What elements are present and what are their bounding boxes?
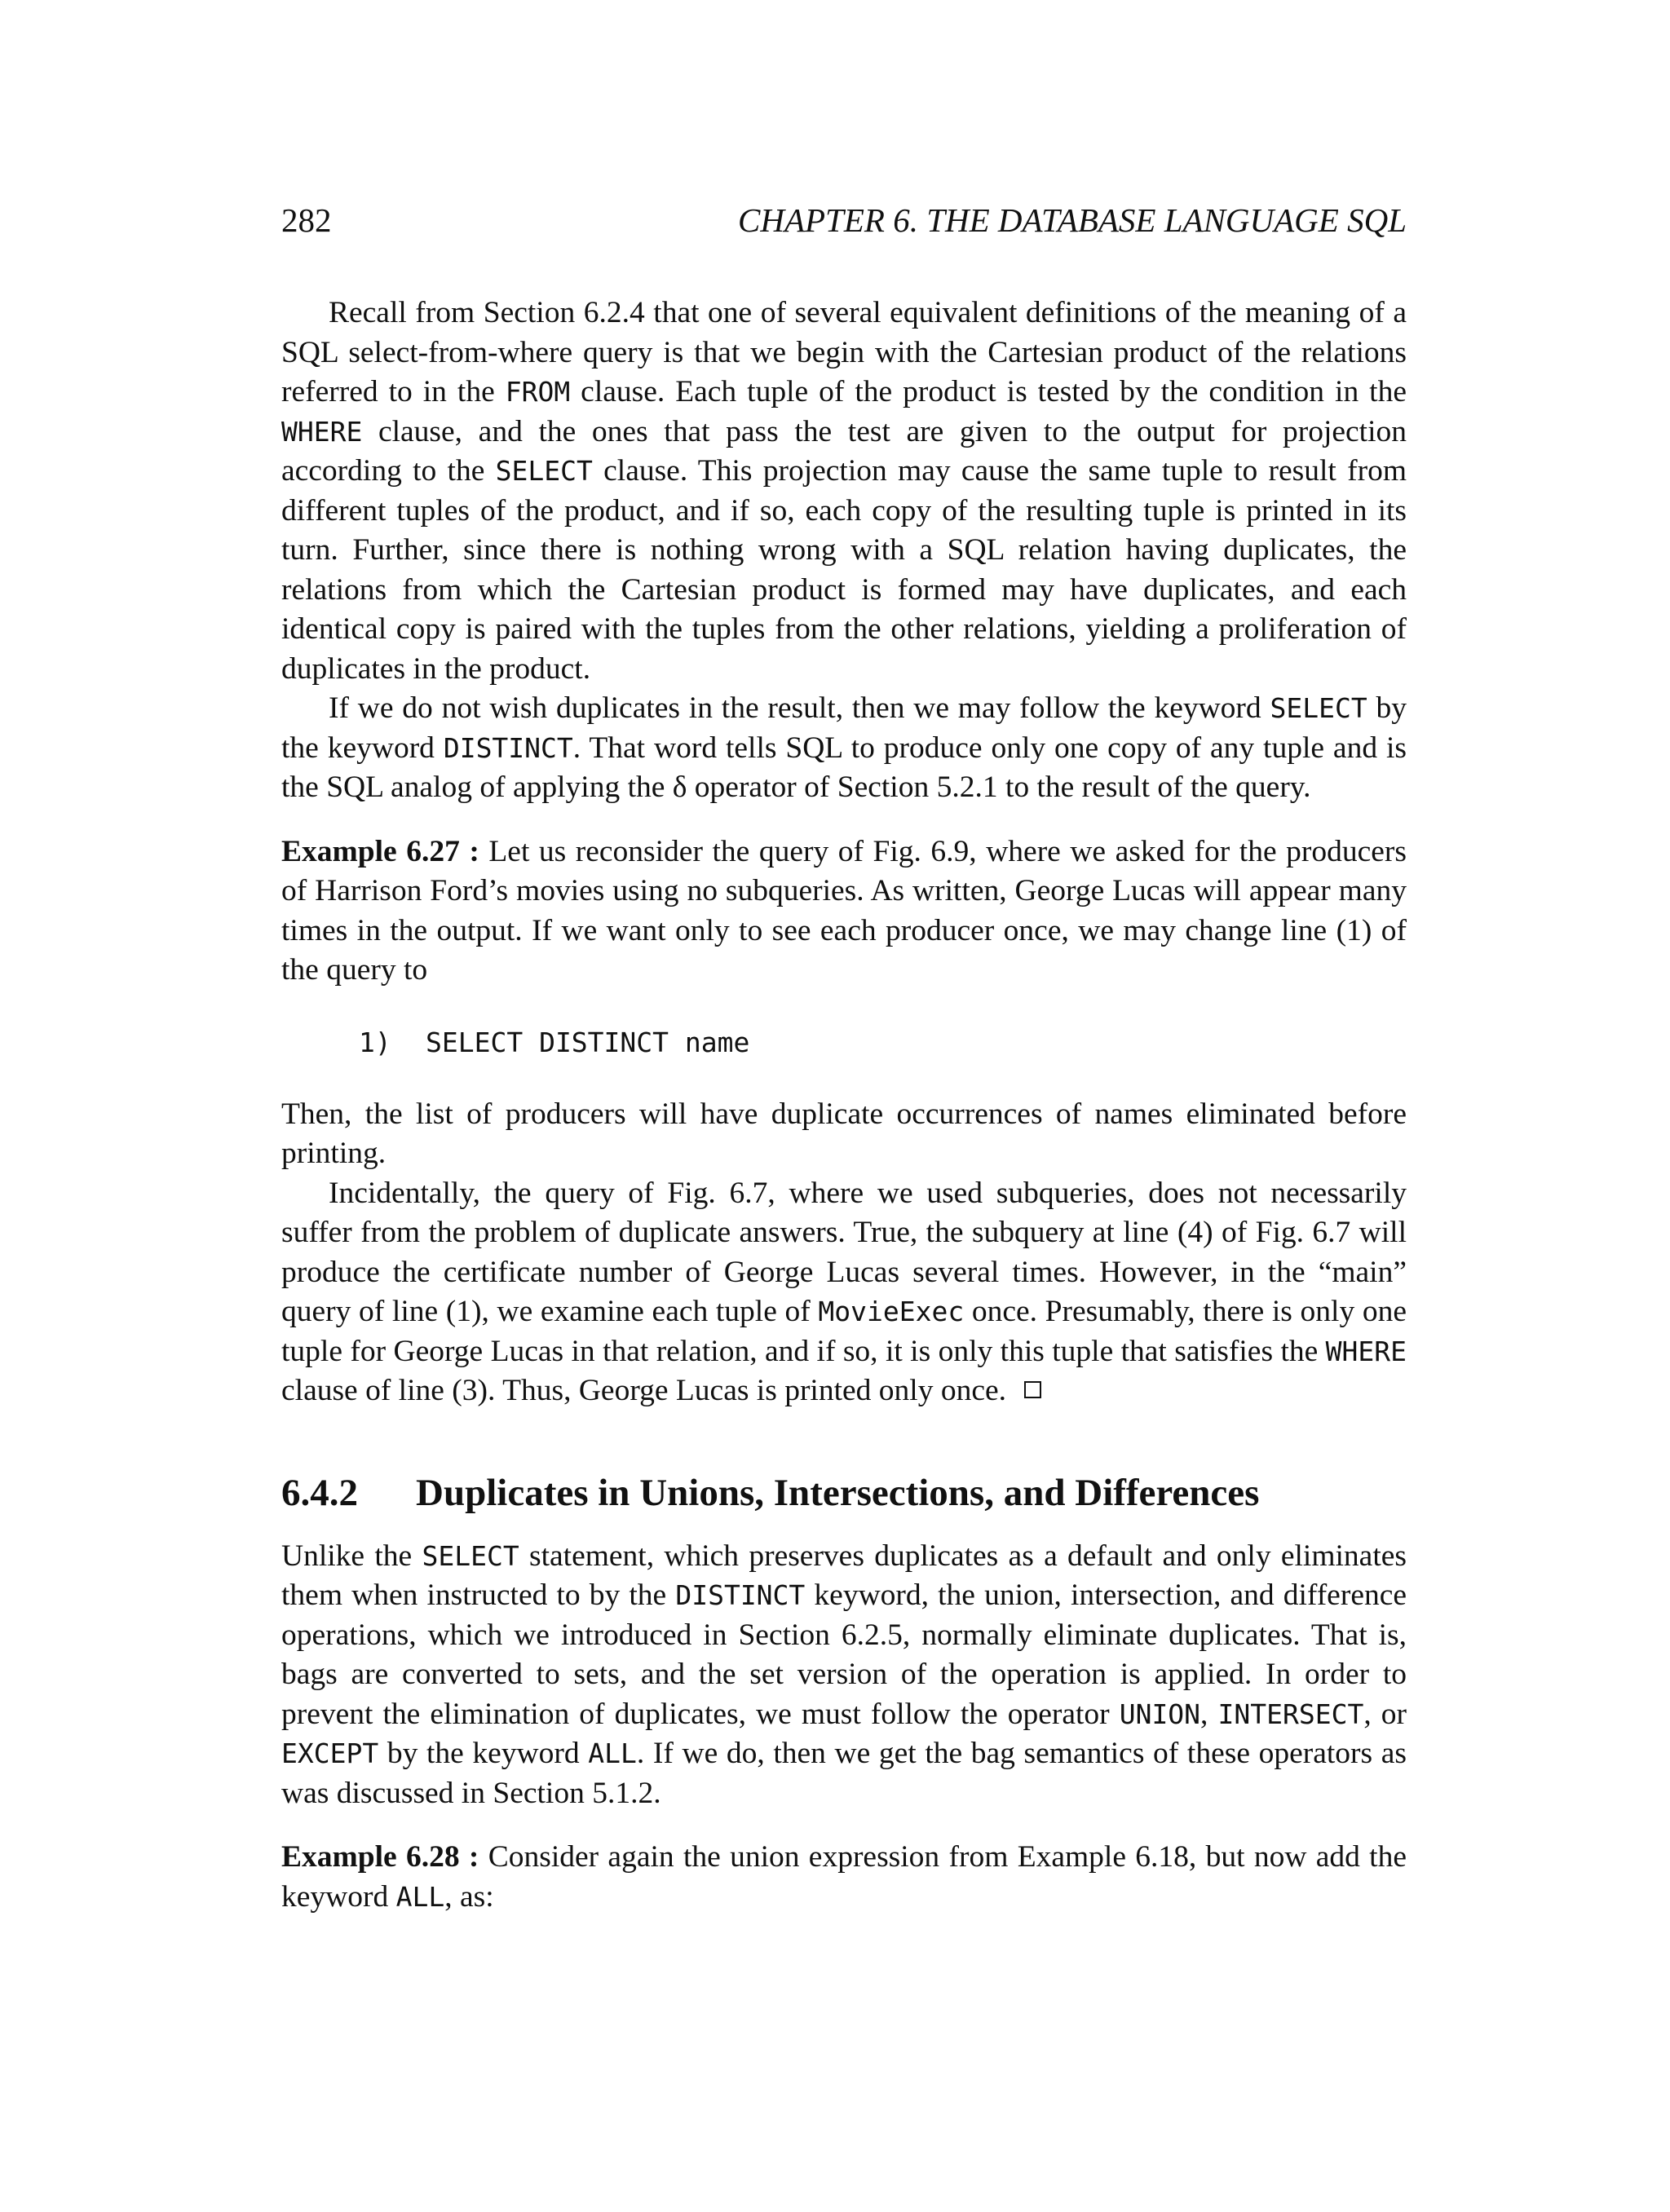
section-title: Duplicates in Unions, Intersections, and Differences <box>416 1471 1260 1514</box>
text-run: If we do not wish duplicates in the result, then we may follow the keyword <box>329 691 1270 725</box>
sql-keyword-all: ALL <box>395 1880 445 1913</box>
body-text <box>281 294 1407 1917</box>
example-6-27 <box>281 832 1407 991</box>
text-run: by the keyword <box>378 1737 589 1770</box>
paragraph-recall <box>281 294 1407 689</box>
sql-keyword-where: WHERE <box>281 415 363 448</box>
section-number: 6.4.2 <box>281 1471 358 1514</box>
paragraph-incidentally <box>281 1174 1407 1411</box>
sql-keyword-distinct: DISTINCT <box>675 1579 806 1611</box>
text-run: clause. This projection may cause the same tuple to result from different tuples of the product, and if so, each copy of the resulting tuple is printed in its turn. Further, since there is nothing wrong with a SQL relation having duplicates, the relations from which the Cartesian product is formed may have duplicates, and each identical copy is paired with the tuples from the other relations, yielding a proliferation of duplicates in the product. <box>281 454 1407 686</box>
sql-keyword-select: SELECT <box>422 1539 519 1572</box>
text-run: statement, which preserves duplicates as a default and only eliminates them when instructed to by the <box>281 1539 1407 1612</box>
sql-keyword-from: FROM <box>505 376 571 408</box>
sql-keyword-distinct: DISTINCT <box>443 731 573 764</box>
text-run: clause. Each tuple of the product is tested by the condition in the <box>570 375 1407 408</box>
sql-keyword-select: SELECT <box>1270 692 1367 724</box>
text-run: clause, and the ones that pass the test are given to the output for projection according to the <box>281 414 1407 488</box>
text-run: , as: <box>444 1879 494 1914</box>
paragraph-then <box>281 1095 1407 1174</box>
page-number: 282 <box>281 201 332 239</box>
text-run: Incidentally, the query of Fig. 6.7, where we used subqueries, does not necessarily suffer from the problem of duplicate answers. True, the subquery at line (4) of Fig. 6.7 will produce the certificate number of George Lucas several times. However, in the “main” query of line (1), we examine each tuple of <box>281 1176 1407 1328</box>
sql-keyword-all: ALL <box>588 1737 637 1769</box>
text-run: Unlike the <box>281 1539 422 1573</box>
code-listing <box>359 1023 1407 1062</box>
paragraph-distinct <box>281 689 1407 808</box>
relation-name-movieexec: MovieExec <box>818 1296 965 1327</box>
paragraph-unlike <box>281 1537 1407 1814</box>
text-run: Let us reconsider the query of Fig. 6.9, where we asked for the producers of Harrison Ford’s movies using no subqueries. As written, George Lucas will appear many times in the output. If we want only to see each producer once, we may change line (1) of the query to <box>281 834 1407 987</box>
example-label: Example 6.28 : <box>281 1840 479 1874</box>
text-run: . If we do, then we get the bag semantics of these operators as was discussed in Section 5.1.2. <box>281 1737 1407 1810</box>
sql-keyword-select: SELECT <box>495 455 593 487</box>
text-run: clause of line (3). Thus, George Lucas is printed only once. <box>281 1374 1006 1407</box>
sql-keyword-except: EXCEPT <box>281 1737 379 1769</box>
code-statement: SELECT DISTINCT name <box>426 1026 750 1058</box>
example-label: Example 6.27 : <box>281 834 479 868</box>
sql-keyword-where: WHERE <box>1325 1335 1407 1367</box>
text-run: by the keyword <box>281 691 1407 765</box>
end-of-example-icon <box>1024 1381 1041 1398</box>
running-header <box>281 196 1407 245</box>
chapter-title: CHAPTER 6. THE DATABASE LANGUAGE SQL <box>738 201 1407 239</box>
section-heading <box>281 1468 1407 1517</box>
sql-keyword-union: UNION <box>1119 1698 1201 1730</box>
text-run: , or <box>1363 1697 1407 1731</box>
text-run: once. Presumably, there is only one tuple for George Lucas in that relation, and if so, it is only this tuple that satisfies the <box>281 1295 1407 1368</box>
text-run: Then, the list of producers will have duplicate occurrences of names eliminated before printing. <box>281 1097 1407 1170</box>
code-line-number: 1) <box>359 1026 391 1058</box>
example-6-28 <box>281 1838 1407 1917</box>
sql-keyword-intersect: INTERSECT <box>1217 1698 1364 1730</box>
text-run: keyword, the union, intersection, and difference operations, which we introduced in Section 6.2.5, normally eliminate duplicates. That is, bags are converted to sets, and the set version of the operation is applied. In order to prevent the elimination of duplicates, we must follow the operator <box>281 1578 1407 1731</box>
text-run: , <box>1200 1697 1218 1731</box>
text-run: . That word tells SQL to produce only one copy of any tuple and is the SQL analog of applying the δ operator of Section 5.2.1 to the result of the query. <box>281 731 1407 804</box>
text-run: Consider again the union expression from Example 6.18, but now add the keyword <box>281 1840 1407 1914</box>
text-run: Recall from Section 6.2.4 that one of several equivalent definitions of the meaning of a SQL select-from-where query is that we begin with the Cartesian product of the relations referred to in the <box>281 296 1407 408</box>
